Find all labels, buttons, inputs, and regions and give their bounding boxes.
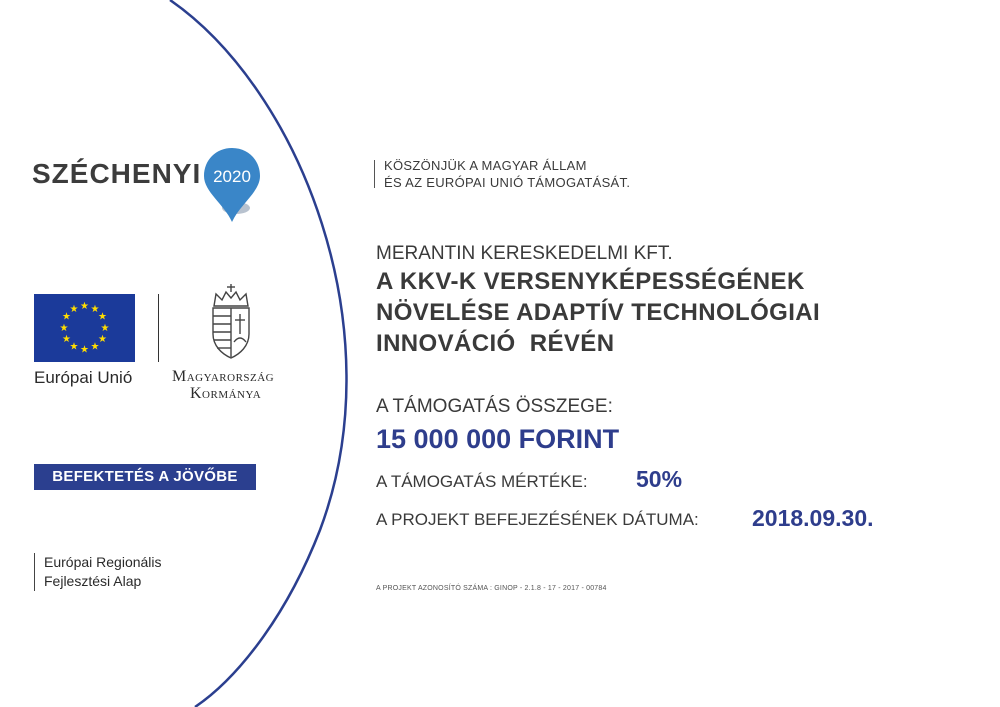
government-label-line2: Kormánya [190,385,262,402]
eu-stars-icon [34,294,135,362]
company-name: MERANTIN KERESKEDELMI KFT. [376,243,673,264]
rate-label: A TÁMOGATÁS MÉRTÉKE: [376,472,588,491]
svg-text:★: ★ [80,301,89,312]
svg-text:★: ★ [90,304,100,315]
svg-text:★: ★ [80,344,89,356]
amount-label: A TÁMOGATÁS ÖSSZEGE: [376,396,613,417]
svg-text:★: ★ [98,311,107,323]
invest-future-badge: BEFEKTETÉS A JÖVŐBE [34,464,256,490]
erfa-divider [34,553,35,591]
coat-of-arms-icon [208,284,254,365]
rate-value: 50% [636,466,683,492]
svg-text:★: ★ [90,341,100,353]
eu-label: Európai Unió [34,368,133,387]
svg-text:★: ★ [59,323,69,334]
svg-text:★: ★ [62,311,71,323]
completion-date-value: 2018.09.30. [752,505,874,531]
completion-date-label: A PROJEKT BEFEJEZÉSÉNEK DÁTUMA: [376,510,699,529]
project-title-line1: A KKV-K VERSENYKÉPESSÉGÉNEK [376,268,805,295]
szechenyi-year: 2020 [213,167,251,186]
project-title-line3: INNOVÁCIÓ RÉVÉN [376,330,615,357]
location-pin-icon [202,146,262,226]
svg-text:★: ★ [62,334,71,345]
svg-text:★: ★ [98,334,107,345]
szechenyi-wordmark: SZÉCHENYI [32,158,202,189]
erfa-label-line1: Európai Regionális [44,554,162,570]
thanks-line2: ÉS AZ EURÓPAI UNIÓ TÁMOGATÁSÁT. [384,175,631,190]
amount-value: 15 000 000 FORINT [376,424,620,454]
thanks-line1: KÖSZÖNJÜK A MAGYAR ÁLLAM [384,158,587,173]
logo-divider [158,294,159,362]
project-title-line2: NÖVELÉSE ADAPTÍV TECHNOLÓGIAI [376,299,821,326]
project-id-text: A PROJEKT AZONOSÍTÓ SZÁMA : GINOP - 2.1.8 - 17 - 2017 - 00784 [376,585,607,592]
erfa-label-line2: Fejlesztési Alap [44,573,142,589]
svg-text:★: ★ [69,341,79,353]
svg-text:★: ★ [100,323,110,334]
thanks-divider [374,160,375,188]
svg-text:★: ★ [69,304,79,315]
eu-flag [34,294,135,362]
government-label-line1: Magyarország [172,368,275,385]
